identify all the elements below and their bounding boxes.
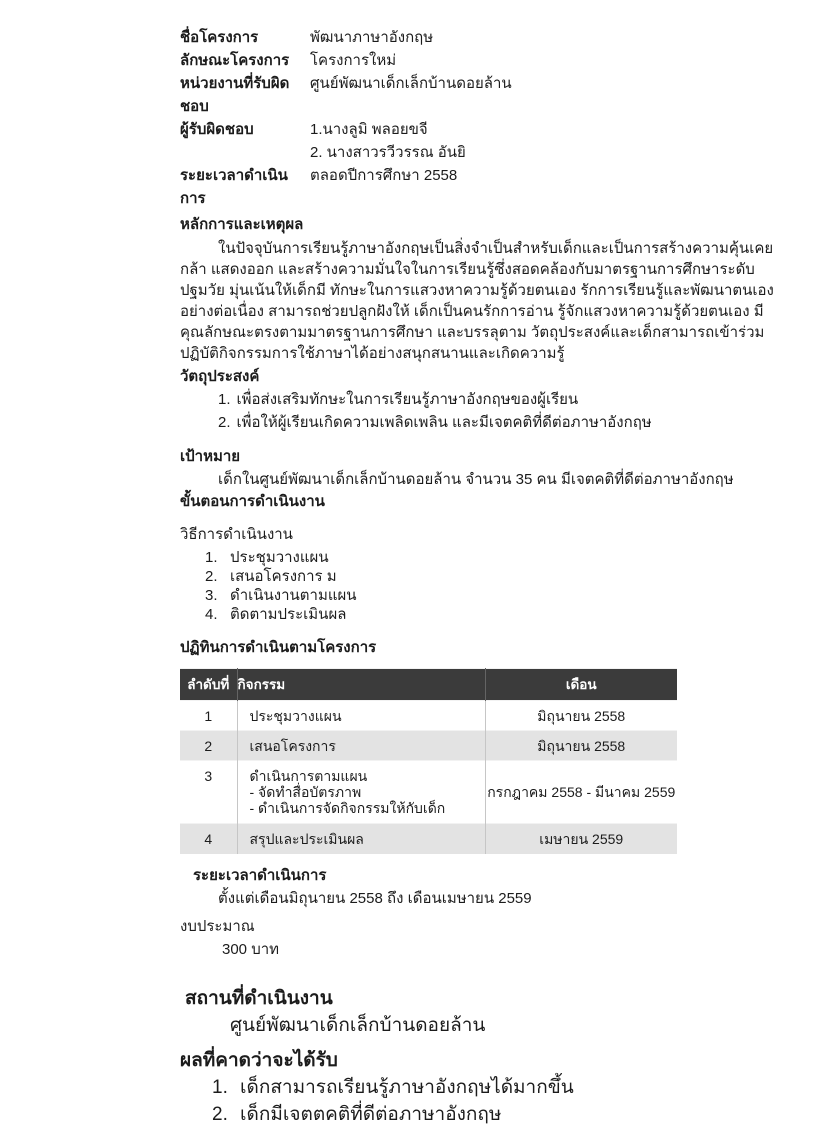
section-outcomes [180, 1047, 799, 1128]
row-activity: เสนอโครงการ [237, 731, 485, 761]
table-row [180, 824, 677, 854]
project-info-block [180, 26, 799, 210]
section-calendar [180, 637, 799, 854]
info-label: หน่วยงานที่รับผิดชอบ [180, 75, 290, 115]
budget-text: 300 บาท [222, 940, 280, 958]
activity-line: ดำเนินการตามแผน [249, 768, 368, 784]
table-row [180, 761, 677, 824]
row-order: 4 [180, 824, 237, 854]
row-activity: สรุปและประเมินผล [237, 824, 485, 854]
objective-text: เพื่อส่งเสริมทักษะในการเรียนรู้ภาษาอังกฤษของผู้เรียน [236, 391, 579, 408]
table-row [180, 731, 677, 761]
method-item-text: เสนอโครงการ ม [230, 568, 337, 585]
row-order: 2 [180, 731, 237, 761]
outcomes-heading: ผลที่คาดว่าจะได้รับ [180, 1049, 338, 1071]
method-item [180, 567, 799, 586]
section-location [180, 985, 799, 1039]
method-item-text: ดำเนินงานตามแผน [230, 587, 357, 604]
row-month: กรกฎาคม 2558 - มีนาคม 2559 [485, 761, 677, 824]
method-item [180, 586, 799, 605]
row-month: มิถุนายน 2558 [485, 731, 677, 761]
objective-number: 2. [218, 414, 231, 431]
activity-line: - ดำเนินการจัดกิจกรรมให้กับเด็ก [249, 800, 446, 816]
method-item-number: 4. [205, 606, 218, 623]
method-item-text: ติดตามประเมินผล [230, 606, 347, 623]
col-header-activity: กิจกรรม [237, 669, 485, 701]
row-activity: ประชุมวางแผน [237, 701, 485, 731]
row-month: มิถุนายน 2558 [485, 701, 677, 731]
activity-line: - จัดทำสื่อบัตรภาพ [249, 784, 362, 800]
row-order: 1 [204, 707, 213, 724]
outcome-item [180, 1074, 799, 1101]
outcome-number: 2. [212, 1103, 228, 1125]
rationale-paragraph: ในปัจจุบันการเรียนรู้ภาษาอังกฤษเป็นสิ่งจำเป็นสำหรับเด็กและเป็นการสร้างความคุ้นเคยกล้า แสดงออก และสร้างความมั่นใจในการเรียนรู้ซึ่งสอดคล้องกับมาตรฐานการศึกษาระดับปฐมวัย มุ่นเน้นให้เด็กมี ทักษะในการแสวงหาความรู้ด้วยตนเอง รักการเรียนรู้และพัฒนาตนเองอย่างต่อเนื่อง สามารถช่วยปลูกฝังให้ เด็กเป็นคนรักการอ่าน รู้จักแสวงหาความรู้ด้วยตนเอง มีคุณลักษณะตรงตามมาตรฐานการศึกษา และบรรลุตาม วัตถุประสงค์และเด็กสามารถเข้าร่วมปฏิบัติกิจกรรมการใช้ภาษาได้อย่างสนุกสนานและเกิดความรู้ [180, 240, 774, 362]
calendar-heading: ปฏิทินการดำเนินตามโครงการ [180, 639, 377, 656]
period-heading: ระยะเวลาดำเนินการ [193, 866, 327, 884]
rationale-heading: หลักการและเหตุผล [180, 216, 304, 233]
info-row-responsible-1 [180, 118, 799, 141]
location-text: ศูนย์พัฒนาเด็กเล็กบ้านดอยล้าน [230, 1014, 486, 1036]
info-value: ศูนย์พัฒนาเด็กเล็กบ้านดอยล้าน [310, 75, 512, 92]
goal-subheading: ขั้นตอนการดำเนินงาน [180, 493, 325, 510]
objective-item [180, 388, 799, 411]
method-heading: วิธีการดำเนินงาน [180, 526, 293, 543]
info-value: ตลอดปีการศึกษา 2558 [310, 167, 458, 184]
info-label: ผู้รับผิดชอบ [180, 121, 254, 138]
objective-item [180, 411, 799, 434]
outcome-number: 1. [212, 1076, 228, 1098]
col-header-month: เดือน [485, 669, 677, 701]
section-objectives [180, 366, 799, 434]
info-row-agency [180, 72, 799, 118]
col-header-order: ลำดับที่ [180, 669, 237, 701]
info-row-project-name [180, 26, 799, 49]
section-rationale [180, 214, 799, 364]
goal-text: เด็กในศูนย์พัฒนาเด็กเล็กบ้านดอยล้าน จำนวน 35 คน มีเจตคติที่ดีต่อภาษาอังกฤษ [218, 471, 734, 488]
row-activity [237, 761, 485, 824]
objective-number: 1. [218, 391, 231, 408]
objectives-heading: วัตถุประสงค์ [180, 368, 260, 385]
calendar-table [180, 668, 677, 854]
section-budget [180, 916, 799, 961]
objective-text: เพื่อให้ผู้เรียนเกิดความเพลิดเพลิน และมีเจตคติที่ดีต่อภาษาอังกฤษ [236, 414, 652, 431]
method-item-number: 3. [205, 587, 218, 604]
method-item-number: 2. [205, 568, 218, 585]
section-goal [180, 446, 799, 513]
info-row-duration [180, 164, 799, 210]
method-item-number: 1. [205, 549, 218, 566]
info-value: 1.นางลูมิ พลอยขจี [310, 121, 428, 138]
info-label: ชื่อโครงการ [180, 29, 259, 46]
table-row [180, 701, 677, 731]
info-label [180, 141, 310, 164]
outcome-text: เด็กมีเจตตคติที่ดีต่อภาษาอังกฤษ [240, 1103, 502, 1125]
method-item [180, 605, 799, 624]
info-value: โครงการใหม่ [310, 52, 397, 69]
budget-heading: งบประมาณ [180, 917, 255, 935]
method-item-text: ประชุมวางแผน [230, 549, 329, 566]
method-list [180, 548, 799, 624]
calendar-table-header-row [180, 669, 677, 701]
info-row-responsible-2 [180, 141, 799, 164]
info-value: 2. นางสาวรวีวรรณ อันยิ [310, 144, 466, 161]
goal-heading: เป้าหมาย [180, 448, 241, 465]
info-value: พัฒนาภาษาอังกฤษ [310, 29, 434, 46]
section-period [180, 864, 799, 910]
info-label: ลักษณะโครงการ [180, 52, 290, 69]
section-method [180, 524, 799, 624]
info-label: ระยะเวลาดำเนินการ [180, 167, 288, 207]
location-heading: สถานที่ดำเนินงาน [185, 987, 333, 1009]
row-order: 3 [204, 768, 213, 784]
info-row-project-type [180, 49, 799, 72]
method-item [180, 548, 799, 567]
period-text: ตั้งแต่เดือนมิถุนายน 2558 ถึง เดือนเมษายน 2559 [218, 889, 532, 907]
row-month: เมษายน 2559 [485, 824, 677, 854]
outcome-item [180, 1101, 799, 1128]
outcome-text: เด็กสามารถเรียนรู้ภาษาอังกฤษได้มากขึ้น [240, 1076, 574, 1098]
